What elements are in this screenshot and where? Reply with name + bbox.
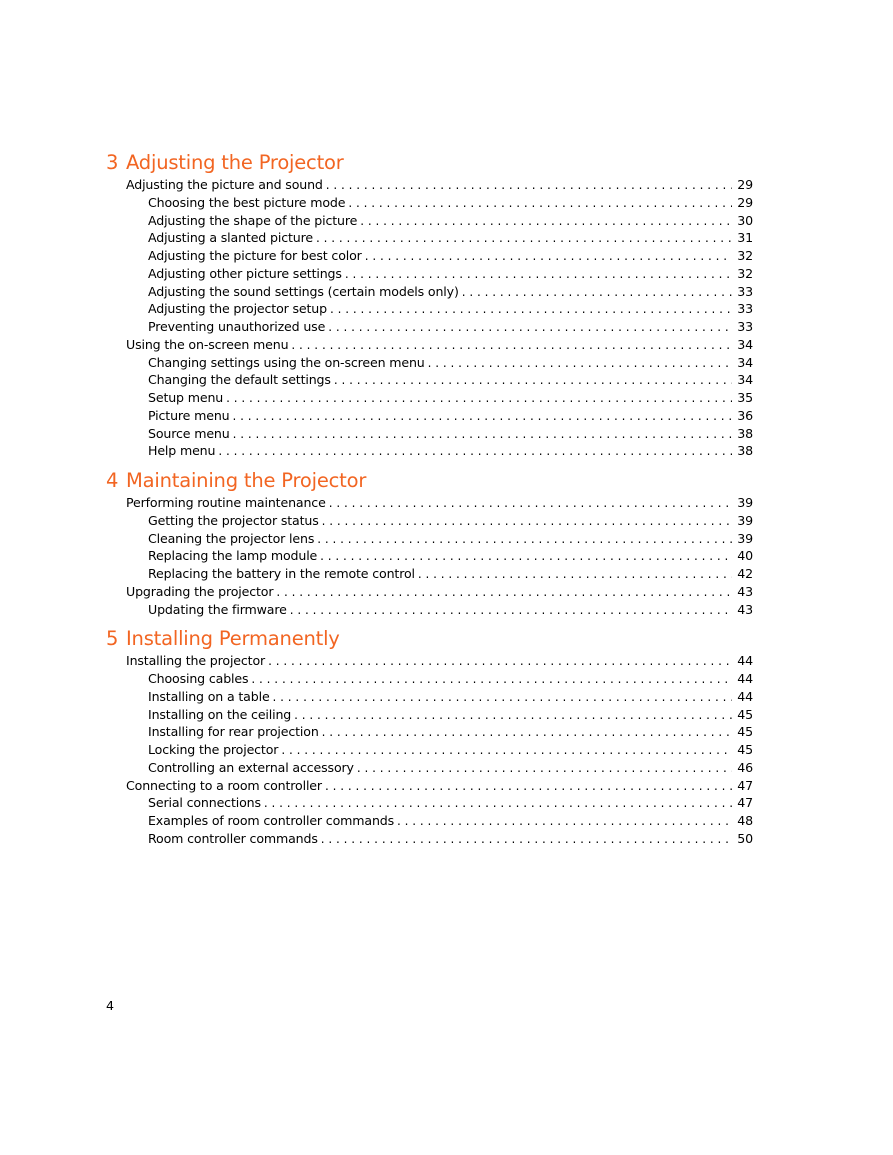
dot-leader [251,671,732,689]
dot-leader [428,355,732,373]
dot-leader [326,177,732,195]
toc-entry-label: Picture menu [148,407,230,423]
toc-entry-label: Source menu [148,425,230,441]
page-number: 4 [106,998,115,1013]
chapter-section [106,468,753,618]
chapter-title: Maintaining the Projector [126,469,367,492]
toc-entry-page: 46 [737,759,753,775]
toc-subsection-entry[interactable] [106,442,753,460]
toc-entry-label: Upgrading the projector [126,583,274,599]
toc-section-entry[interactable] [106,494,753,512]
dot-leader [273,689,732,707]
table-of-contents [106,150,753,848]
dot-leader [462,284,732,302]
toc-entry-page: 34 [737,354,753,370]
toc-entry-page: 34 [737,336,753,352]
toc-entry-label: Changing settings using the on-screen menu [148,354,425,370]
toc-subsection-entry[interactable] [106,389,753,407]
dot-leader [418,566,732,584]
toc-entry-page: 45 [737,742,753,757]
toc-entry-page: 44 [737,653,753,669]
toc-entry-page: 44 [737,671,753,686]
dot-leader [365,248,732,266]
toc-entry-label: Installing on a table [148,688,270,704]
toc-entry-label: Getting the projector status [148,512,319,528]
toc-entry-page: 47 [737,795,753,811]
toc-entry-label: Serial connections [148,795,261,811]
toc-entry-label: Installing on the ceiling [148,706,292,722]
toc-section-entry[interactable] [106,336,753,354]
dot-leader [276,584,732,602]
dot-leader [325,778,732,796]
toc-subsection-entry[interactable] [106,512,753,530]
toc-subsection-entry[interactable] [106,229,753,247]
dot-leader [226,390,732,408]
chapter-section [106,150,753,460]
dot-leader [233,426,732,444]
toc-entry-page: 44 [737,688,753,704]
toc-entry-label: Adjusting the picture and sound [126,177,323,192]
toc-entry-page: 42 [737,566,753,581]
toc-entry-label: Updating the firmware [148,601,287,617]
toc-subsection-entry[interactable] [106,601,753,619]
dot-leader [268,653,732,671]
toc-entry-label: Adjusting the shape of the picture [148,212,358,228]
chapter-heading[interactable] [106,468,753,494]
toc-entry-page: 30 [737,212,753,228]
toc-entry-label: Cleaning the projector lens [148,530,315,546]
dot-leader [348,195,732,213]
toc-subsection-entry[interactable] [106,670,753,688]
chapter-number: 4 [106,469,119,492]
toc-subsection-entry[interactable] [106,530,753,548]
toc-entry-page: 45 [737,706,753,722]
dot-leader [322,513,732,531]
dot-leader [317,531,732,549]
dot-leader [360,213,732,231]
chapter-section [106,626,753,847]
toc-entry-page: 43 [737,601,753,617]
dot-leader [316,230,732,248]
dot-leader [397,813,732,831]
toc-entry-page: 39 [737,512,753,528]
toc-section-entry[interactable] [106,176,753,194]
dot-leader [334,372,732,390]
toc-entry-page: 32 [737,248,753,263]
dot-leader [290,602,732,620]
toc-subsection-entry[interactable] [106,547,753,565]
toc-entry-page: 32 [737,265,753,281]
chapter-title: Installing Permanently [126,627,340,651]
toc-entry-label: Installing for rear projection [148,724,319,740]
chapter-heading[interactable] [106,626,753,652]
toc-entry-page: 38 [737,425,753,441]
toc-entry-page: 43 [737,583,753,599]
toc-entry-label: Adjusting other picture settings [148,265,342,281]
toc-subsection-entry[interactable] [106,407,753,425]
dot-leader [328,319,732,337]
toc-entry-label: Performing routine maintenance [126,495,326,510]
toc-entry-label: Installing the projector [126,653,266,669]
toc-entry-label: Connecting to a room controller [126,777,322,793]
dot-leader [320,548,732,566]
toc-entry-label: Controlling an external accessory [148,759,354,775]
toc-entry-label: Choosing cables [148,671,249,686]
toc-subsection-entry[interactable] [106,371,753,389]
toc-subsection-entry[interactable] [106,212,753,230]
toc-entry-label: Replacing the battery in the remote control [148,566,415,581]
chapter-number: 3 [106,151,119,174]
dot-leader [291,337,732,355]
dot-leader [329,495,732,513]
toc-subsection-entry[interactable] [106,759,753,777]
toc-entry-page: 40 [737,548,753,564]
dot-leader [233,408,733,426]
toc-section-entry[interactable] [106,583,753,601]
toc-entry-label: Adjusting the sound settings (certain models only) [148,283,459,299]
dot-leader [281,742,732,760]
toc-subsection-entry[interactable] [106,300,753,318]
toc-subsection-entry[interactable] [106,688,753,706]
toc-entry-page: 45 [737,724,753,740]
dot-leader [357,760,732,778]
toc-subsection-entry[interactable] [106,425,753,443]
toc-entry-page: 48 [737,813,753,828]
toc-subsection-entry[interactable] [106,794,753,812]
toc-entry-page: 47 [737,777,753,793]
toc-subsection-entry[interactable] [106,723,753,741]
toc-subsection-entry[interactable] [106,830,753,848]
toc-subsection-entry[interactable] [106,706,753,724]
toc-entry-page: 29 [737,177,753,192]
toc-entry-label: Adjusting the picture for best color [148,248,362,263]
toc-entry-page: 39 [737,530,753,546]
dot-leader [218,443,732,461]
toc-subsection-entry[interactable] [106,265,753,283]
toc-entry-page: 34 [737,372,753,388]
dot-leader [322,724,732,742]
toc-entry-page: 38 [737,443,753,459]
toc-entry-label: Using the on-screen menu [126,336,289,352]
toc-entry-label: Room controller commands [148,830,318,846]
toc-subsection-entry[interactable] [106,741,753,759]
toc-subsection-entry[interactable] [106,318,753,336]
toc-subsection-entry[interactable] [106,354,753,372]
dot-leader [294,707,732,725]
toc-subsection-entry[interactable] [106,247,753,265]
chapter-heading[interactable] [106,150,753,176]
toc-entry-page: 29 [737,194,753,210]
toc-entry-label: Preventing unauthorized use [148,319,326,334]
toc-entry-page: 33 [737,319,753,334]
toc-entry-page: 35 [737,390,753,405]
toc-entry-label: Replacing the lamp module [148,548,318,564]
chapter-title: Adjusting the Projector [126,151,344,174]
toc-entry-page: 31 [737,230,753,246]
toc-section-entry[interactable] [106,652,753,670]
chapter-spacer [106,618,753,626]
toc-entry-label: Changing the default settings [148,372,331,388]
dot-leader [345,266,732,284]
dot-leader [264,795,732,813]
dot-leader [330,301,732,319]
toc-entry-label: Setup menu [148,390,224,405]
toc-subsection-entry[interactable] [106,283,753,301]
toc-entry-label: Locking the projector [148,742,279,757]
chapter-number: 5 [106,627,119,651]
toc-entry-page: 33 [737,283,753,299]
toc-entry-label: Examples of room controller commands [148,813,395,828]
toc-section-entry[interactable] [106,777,753,795]
toc-entry-label: Adjusting a slanted picture [148,230,313,246]
toc-entry-label: Adjusting the projector setup [148,301,327,317]
toc-subsection-entry[interactable] [106,565,753,583]
toc-entry-page: 33 [737,301,753,317]
toc-entry-page: 39 [737,495,753,510]
toc-entry-label: Help menu [148,443,216,459]
dot-leader [321,831,732,849]
chapter-spacer [106,460,753,468]
toc-subsection-entry[interactable] [106,194,753,212]
toc-entry-label: Choosing the best picture mode [148,194,346,210]
toc-entry-page: 36 [737,407,753,423]
toc-entry-page: 50 [737,830,753,846]
toc-subsection-entry[interactable] [106,812,753,830]
